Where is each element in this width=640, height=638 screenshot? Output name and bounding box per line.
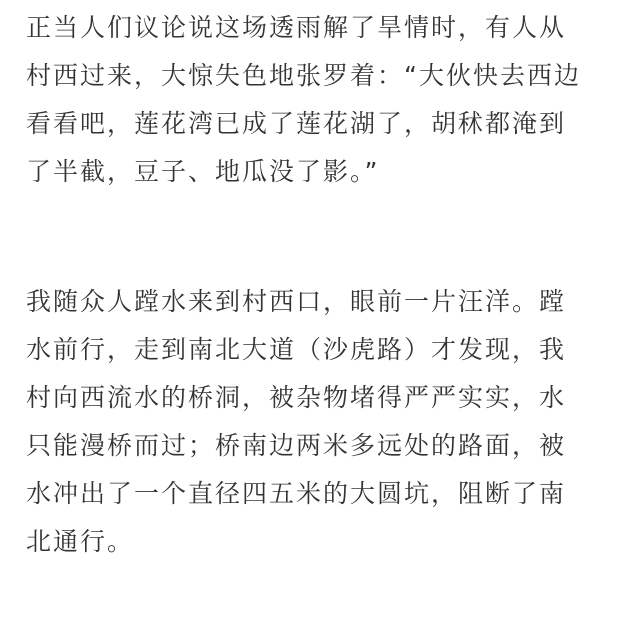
paragraph-2-line-6: 北通行。 bbox=[26, 527, 135, 556]
paragraph-1-line-2: 村西过来，大惊失色地张罗着：“大伙快去西边 bbox=[26, 61, 581, 90]
paragraph-1 bbox=[26, 4, 581, 196]
paragraph-2 bbox=[26, 278, 566, 566]
paragraph-2-line-4: 只能漫桥而过；桥南边两米多远处的路面，被 bbox=[26, 431, 567, 460]
paragraph-2-line-2: 水前行，走到南北大道（沙虎路）才发现，我 bbox=[26, 335, 567, 364]
paragraph-2-line-1: 我随众人蹚水来到村西口，眼前一片汪洋。蹚 bbox=[26, 287, 567, 316]
paragraph-1-line-4: 了半截，豆子、地瓜没了影。” bbox=[26, 157, 380, 186]
paragraph-2-line-3: 村向西流水的桥洞，被杂物堵得严严实实，水 bbox=[26, 383, 567, 412]
paragraph-1-line-3: 看看吧，莲花湾已成了莲花湖了，胡秫都淹到 bbox=[26, 109, 567, 138]
paragraph-1-line-1: 正当人们议论说这场透雨解了旱情时，有人从 bbox=[26, 13, 567, 42]
paragraph-2-line-5: 水冲出了一个直径四五米的大圆坑，阻断了南 bbox=[26, 479, 567, 508]
